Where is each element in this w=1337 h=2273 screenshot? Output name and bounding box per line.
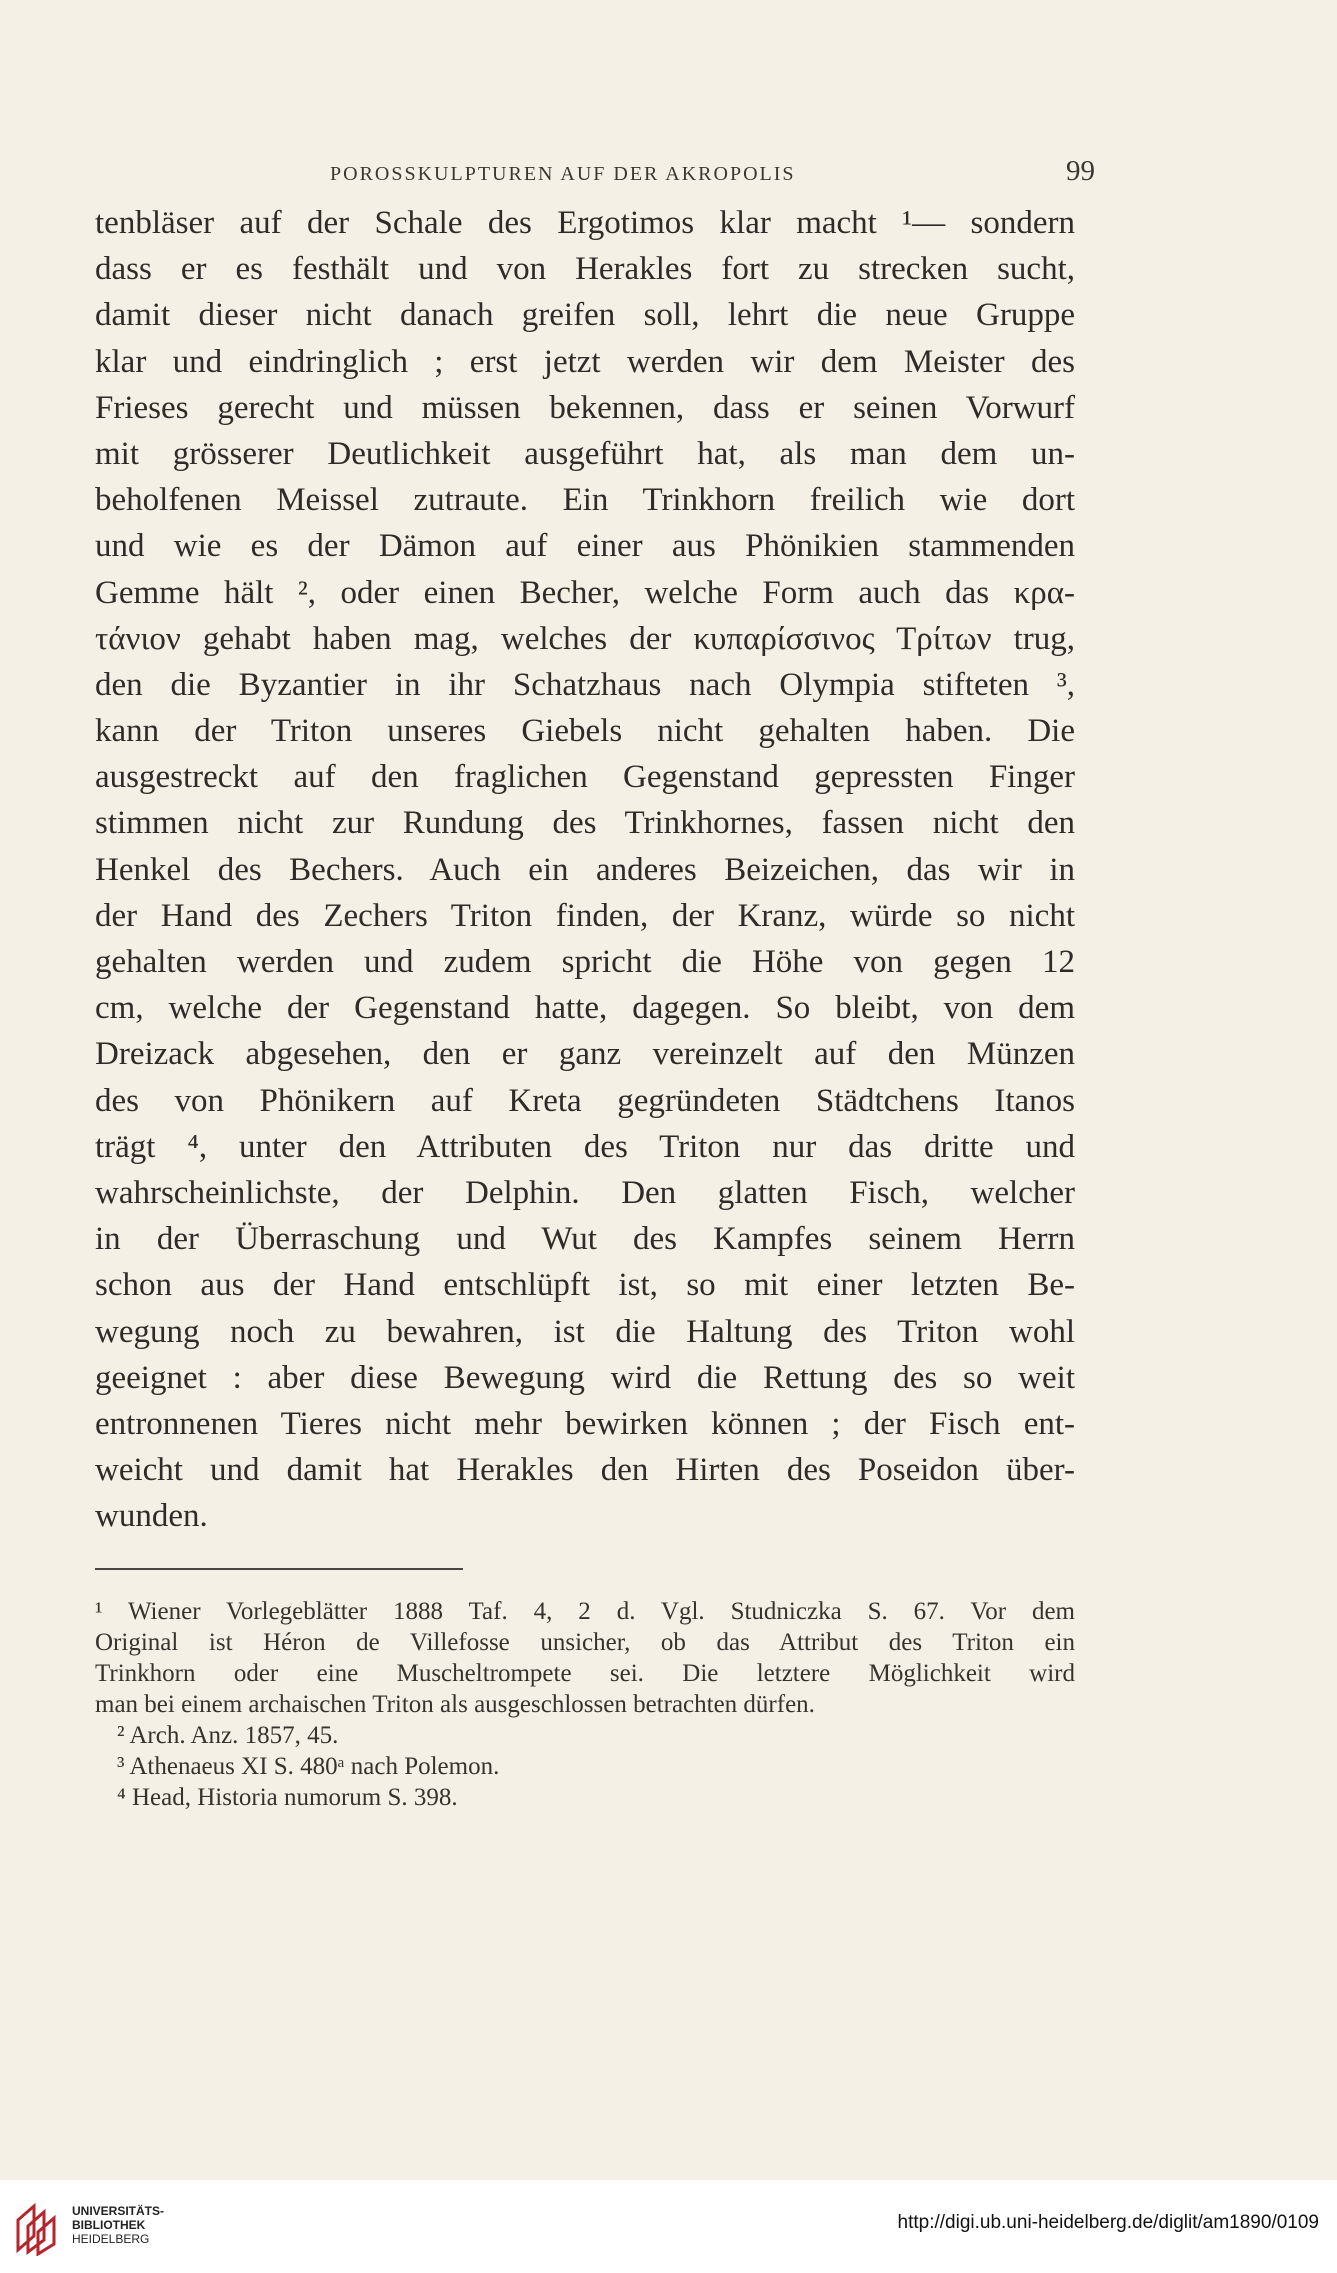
text-line: kann der Triton unseres Giebels nicht gehalten haben. Die [95, 713, 1075, 750]
text-line: trägt ⁴, unter den Attributen des Triton nur das dritte und [95, 1128, 1075, 1165]
text-line: ausgestreckt auf den fraglichen Gegenstand gepressten Finger [95, 759, 1075, 796]
text-line: Frieses gerecht und müssen bekennen, dass er seinen Vorwurf [95, 389, 1075, 426]
footer-bar [0, 2180, 1337, 2273]
text-line: und wie es der Dämon auf einer aus Phönikien stammenden [95, 528, 1075, 565]
text-line: gehalten werden und zudem spricht die Höhe von gegen 12 [95, 944, 1075, 980]
text-line: wegung noch zu bewahren, ist die Haltung des Triton wohl [95, 1313, 1075, 1350]
text-line: tenbläser auf der Schale des Ergotimos klar macht ¹— sondern [95, 205, 1075, 241]
library-name-line: BIBLIOTHEK [72, 2218, 146, 2232]
footnote-line: Trinkhorn oder eine Muscheltrompete sei. Die letztere Möglichkeit wird [95, 1660, 1075, 1687]
text-line: des von Phönikern auf Kreta gegründeten Städtchens Itanos [95, 1082, 1075, 1119]
footnotes [95, 1596, 1075, 1813]
text-line: schon aus der Hand entschlüpft ist, so mit einer letzten Be- [95, 1267, 1075, 1304]
footnote-line: man bei einem archaischen Triton als ausgeschlossen betrachten dürfen. [95, 1691, 815, 1718]
text-line: weicht und damit hat Herakles den Hirten des Poseidon über- [95, 1452, 1075, 1489]
library-logo-icon [14, 2200, 60, 2256]
footnote-line: ⁴ Head, Historia numorum S. 398. [117, 1784, 458, 1811]
text-line: Dreizack abgesehen, den er ganz vereinzelt auf den Münzen [95, 1036, 1075, 1073]
text-line: stimmen nicht zur Rundung des Trinkhornes, fassen nicht den [95, 805, 1075, 842]
library-name-line: UNIVERSITÄTS- [72, 2204, 165, 2218]
running-title: POROSSKULPTUREN AUF DER AKROPOLIS [330, 163, 796, 185]
running-head [95, 155, 1095, 188]
text-line: in der Überraschung und Wut des Kampfes seinem Herrn [95, 1221, 1075, 1258]
text-line: entronnenen Tieres nicht mehr bewirken können ; der Fisch ent- [95, 1405, 1075, 1442]
text-line: cm, welche der Gegenstand hatte, dagegen. So bleibt, von dem [95, 990, 1075, 1027]
text-line: mit grösserer Deutlichkeit ausgeführt hat, als man dem un- [95, 435, 1075, 472]
text-line: dass er es festhält und von Herakles fort zu strecken sucht, [95, 251, 1075, 288]
library-name [72, 2204, 164, 2246]
permalink-url[interactable]: http://digi.ub.uni-heidelberg.de/diglit/am1890/0109 [897, 2212, 1319, 2233]
text-line: klar und eindringlich ; erst jetzt werden wir dem Meister des [95, 343, 1075, 380]
library-name-line: HEIDELBERG [72, 2232, 150, 2246]
text-line: beholfenen Meissel zutraute. Ein Trinkhorn freilich wie dort [95, 482, 1075, 519]
text-line: geeignet : aber diese Bewegung wird die Rettung des so weit [95, 1359, 1075, 1396]
text-line: Henkel des Bechers. Auch ein anderes Beizeichen, das wir in [95, 851, 1075, 888]
footnote-line: ¹ Wiener Vorlegeblätter 1888 Taf. 4, 2 d. Vgl. Studniczka S. 67. Vor dem [95, 1598, 1075, 1625]
page-number: 99 [1066, 155, 1095, 187]
text-line: Gemme hält ², oder einen Becher, welche Form auch das κρα- [95, 574, 1075, 611]
text-line: den die Byzantier in ihr Schatzhaus nach Olympia stifteten ³, [95, 666, 1075, 703]
text-line: damit dieser nicht danach greifen soll, lehrt die neue Gruppe [95, 297, 1075, 334]
text-line: der Hand des Zechers Triton finden, der Kranz, würde so nicht [95, 897, 1075, 934]
footnote-line: ² Arch. Anz. 1857, 45. [117, 1722, 339, 1749]
footnote-line: ³ Athenaeus XI S. 480ᵃ nach Polemon. [117, 1753, 500, 1780]
footnote-divider [95, 1568, 463, 1570]
text-line: wahrscheinlichste, der Delphin. Den glatten Fisch, welcher [95, 1174, 1075, 1211]
body-text [95, 200, 1075, 1539]
text-line: τάνιον gehabt haben mag, welches der κυπαρίσσινος Τρίτων trug, [95, 620, 1075, 657]
text-line: wunden. [95, 1498, 208, 1535]
footnote-line: Original ist Héron de Villefosse unsicher, ob das Attribut des Triton ein [95, 1629, 1075, 1656]
